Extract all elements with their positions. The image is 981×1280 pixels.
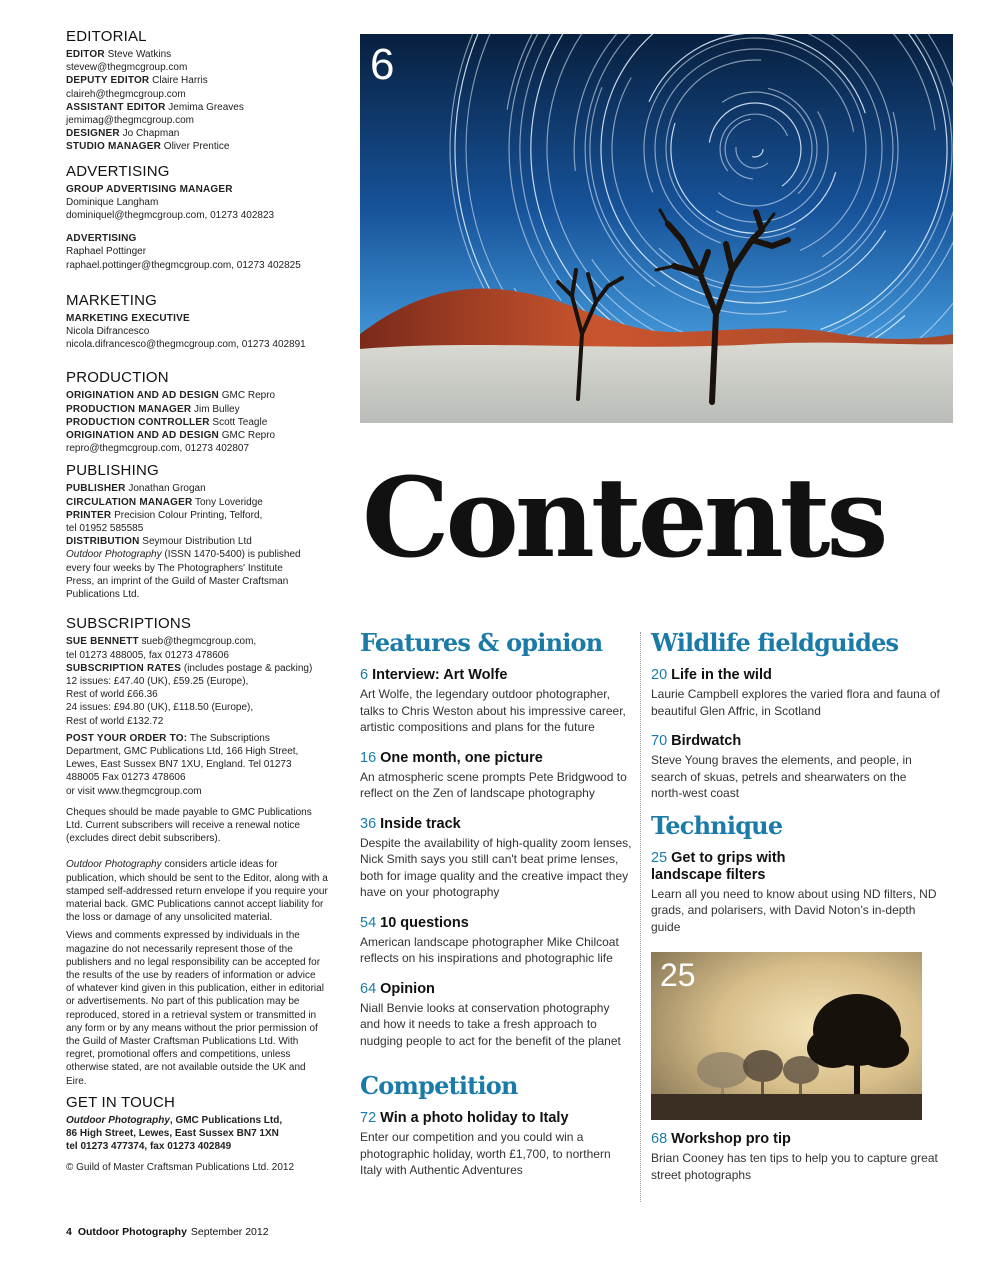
role-label: ORIGINATION AND AD DESIGN xyxy=(66,390,219,402)
workshop-entry[interactable] xyxy=(651,1131,941,1183)
marketing-section xyxy=(66,292,328,352)
copyright-text: © Guild of Master Craftsman Publications Ltd. 2012 xyxy=(66,1162,295,1174)
article-page-number: 25 xyxy=(651,849,668,866)
get-in-touch-section xyxy=(66,1094,328,1175)
article-description: Despite the availability of high-quality zoom lenses, Nick Smith says you still can't beat prime lenses, both for image quality and the creative impact they have on your photography xyxy=(360,835,632,899)
role-label: MARKETING EXECUTIVE xyxy=(66,312,190,324)
article-title: Life in the wild xyxy=(671,667,772,683)
footer-magazine-name: Outdoor Photography xyxy=(77,1226,187,1238)
star-trails-photo xyxy=(360,34,953,423)
subscriptions-section xyxy=(66,615,328,797)
rate-line: 24 issues: £94.80 (UK), £118.50 (Europe), xyxy=(66,702,254,714)
article-description: Art Wolfe, the legendary outdoor photographer, talks to Chris Weston about his impressive career, artistic compositions and plans for the future xyxy=(360,687,626,734)
magazine-name: Outdoor Photography xyxy=(66,549,162,561)
features-heading: Features & opinion xyxy=(360,628,603,657)
article-entry[interactable] xyxy=(360,1110,632,1179)
staff-name: Jim Bulley xyxy=(191,403,240,415)
article-title: Interview: Art Wolfe xyxy=(372,667,508,683)
competition-heading: Competition xyxy=(360,1071,518,1100)
technique-heading: Technique xyxy=(651,810,783,840)
publishing-info: (ISSN 1470-5400) is published every four weeks by The Photographers' Institute Press, an imprint of the Guild of Master Craftsman Publications Ltd. xyxy=(66,549,301,601)
marketing-heading: MARKETING xyxy=(66,291,157,309)
footer-issue-date: September 2012 xyxy=(190,1226,269,1238)
role-label: PUBLISHER xyxy=(66,483,126,495)
article-page-number: 64 xyxy=(360,980,377,997)
publishing-heading: PUBLISHING xyxy=(66,462,159,480)
page-footer xyxy=(66,1226,269,1239)
features-column xyxy=(360,628,632,1179)
rate-line: Rest of world £132.72 xyxy=(66,715,164,727)
staff-name: Jemima Greaves xyxy=(165,101,244,113)
article-description: Brian Cooney has ten tips to help you to capture great street photographs xyxy=(651,1151,938,1182)
staff-name: Tony Loveridge xyxy=(192,496,263,508)
rate-line: Rest of world £66.36 xyxy=(66,689,158,701)
misty-trees-photo xyxy=(651,952,922,1120)
role-label: EDITOR xyxy=(66,49,105,60)
role-label: POST YOUR ORDER TO: xyxy=(66,732,188,744)
get-in-touch-heading: GET IN TOUCH xyxy=(66,1093,176,1111)
article-entry[interactable] xyxy=(651,850,941,936)
production-section xyxy=(66,369,328,455)
staff-name: Jonathan Grogan xyxy=(125,483,206,495)
article-entry[interactable] xyxy=(360,816,632,901)
editorial-section xyxy=(66,28,328,154)
article-page-number: 20 xyxy=(651,667,668,683)
article-page-number: 6 xyxy=(360,667,369,683)
role-label: CIRCULATION MANAGER xyxy=(66,496,193,508)
magazine-name: Outdoor Photography xyxy=(66,859,162,871)
role-label: PRODUCTION CONTROLLER xyxy=(66,416,210,428)
staff-name: Dominique Langham xyxy=(66,196,159,208)
page-number-overlay: 25 xyxy=(660,957,696,993)
subscriptions-heading: SUBSCRIPTIONS xyxy=(66,615,192,633)
article-description: American landscape photographer Mike Chilcoat reflects on his inspirations and photographic life xyxy=(360,934,619,965)
article-title: Birdwatch xyxy=(671,733,742,749)
article-entry[interactable] xyxy=(360,750,632,802)
article-page-number: 70 xyxy=(651,733,668,749)
role-label: DEPUTY EDITOR xyxy=(66,75,150,87)
advertising-heading: ADVERTISING xyxy=(66,162,170,180)
role-label: ADVERTISING xyxy=(66,233,137,245)
article-page-number: 16 xyxy=(360,749,377,766)
printer-name: Precision Colour Printing, Telford, xyxy=(111,509,263,521)
article-title: Get to grips with xyxy=(671,849,786,866)
article-title: Workshop pro tip xyxy=(671,1131,791,1147)
page-number-overlay: 6 xyxy=(370,40,395,89)
email-text: sueb@thegmcgroup.com, xyxy=(138,636,257,648)
article-description: Steve Young braves the elements, and people, in search of skuas, petrels and shearwaters on the north-west coast xyxy=(651,753,912,800)
email-text: claireh@thegmcgroup.com xyxy=(66,88,186,100)
star-trails-illustration xyxy=(360,34,953,423)
role-label: SUBSCRIPTION RATES xyxy=(66,662,182,674)
staff-name: GMC Repro xyxy=(218,390,276,402)
address-line: , GMC Publications Ltd, xyxy=(169,1114,283,1126)
contact-text: tel 01273 488005, fax 01273 478606 xyxy=(66,649,229,661)
article-entry[interactable] xyxy=(651,733,941,802)
staff-name: Jo Chapman xyxy=(119,128,180,140)
contents-title: Contents xyxy=(362,453,885,582)
role-label: DISTRIBUTION xyxy=(66,536,140,548)
article-entry[interactable] xyxy=(360,915,632,967)
masthead-column xyxy=(66,28,328,1175)
column-divider xyxy=(640,632,641,1202)
article-title: Opinion xyxy=(380,980,435,997)
distributor-name: Seymour Distribution Ltd xyxy=(139,536,252,548)
article-page-number: 68 xyxy=(651,1131,668,1147)
address-line: 86 High Street, Lewes, East Sussex BN7 1XN xyxy=(66,1128,279,1139)
rate-line: 12 issues: £47.40 (UK), £59.25 (Europe), xyxy=(66,675,249,687)
publishing-section xyxy=(66,462,328,601)
wildlife-heading: Wildlife fieldguides xyxy=(651,628,899,657)
article-description: Enter our competition and you could win a photographic holiday, worth £1,700, to northern Italy with Authentic Adventures xyxy=(360,1130,611,1177)
staff-name: Claire Harris xyxy=(149,75,208,87)
role-label: ORIGINATION AND AD DESIGN xyxy=(66,430,219,442)
article-title: 10 questions xyxy=(380,914,469,931)
staff-name: Raphael Pottinger xyxy=(66,246,147,258)
staff-name: Steve Watkins xyxy=(104,49,172,60)
email-text: jemimag@thegmcgroup.com xyxy=(66,115,194,127)
article-title: One month, one picture xyxy=(380,749,543,766)
phone-line: tel 01273 477374, fax 01273 402849 xyxy=(66,1141,232,1153)
page-number: 4 xyxy=(66,1226,72,1238)
staff-name: Oliver Prentice xyxy=(161,141,230,153)
role-label: PRINTER xyxy=(66,509,112,521)
production-heading: PRODUCTION xyxy=(66,369,169,387)
disclaimer-note: Views and comments expressed by individuals in the magazine do not necessarily represent those of the publishers and no legal responsibility can be accepted for the results of the use by readers of information or advice of whatever kind given in this publication, either in editorial or advertisements. No part of this publication may be reproduced, stored in a retrieval system or transmitted in any form or by any means without the prior permission of the Guild of Master Craftsman Publications Ltd. With regret, promotional offers and competitions, unless otherwise stated, are not available outside the UK and Eire. xyxy=(66,930,324,1087)
article-title: Inside track xyxy=(380,815,461,832)
role-label: PRODUCTION MANAGER xyxy=(66,403,192,415)
role-label: GROUP ADVERTISING MANAGER xyxy=(66,183,233,195)
article-title: Win a photo holiday to Italy xyxy=(380,1110,569,1126)
cheques-note: Cheques should be made payable to GMC Publications Ltd. Current subscribers will receive a renewal notice (excludes direct debit subscribers). xyxy=(66,806,312,845)
editorial-heading: EDITORIAL xyxy=(66,28,147,45)
advertising-section xyxy=(66,163,328,272)
ideas-note: considers article ideas for publication, which should be sent to the Editor, along with a stamped self-addressed return envelope if you require your material back. GMC Publications cannot accept liability for the loss or damage of any unsolicited material. xyxy=(66,859,328,924)
staff-name: Nicola Difrancesco xyxy=(66,326,150,338)
rates-note: (includes postage & packing) xyxy=(181,662,313,674)
role-label: ASSISTANT EDITOR xyxy=(66,101,166,113)
magazine-name: Outdoor Photography xyxy=(66,1114,170,1126)
wildlife-technique-column xyxy=(651,628,941,935)
article-description: Laurie Campbell explores the varied flora and fauna of beautiful Glen Affric, in Scotland xyxy=(651,687,940,718)
contact-text: nicola.difrancesco@thegmcgroup.com, 01273 402891 xyxy=(66,339,306,351)
role-label: STUDIO MANAGER xyxy=(66,141,162,153)
staff-name: GMC Repro xyxy=(218,430,276,442)
contact-text: raphael.pottinger@thegmcgroup.com, 01273 402825 xyxy=(66,259,301,271)
article-description: Niall Benvie looks at conservation photography and how it needs to take a fresh approach to nudging people to act for the benefit of the planet xyxy=(360,1000,621,1048)
role-label: SUE BENNETT xyxy=(66,636,139,648)
article-page-number: 36 xyxy=(360,815,377,832)
article-description: Learn all you need to know about using ND filters, ND grads, and polarisers, with David Noton's in-depth guide xyxy=(651,886,937,934)
order-address: The Subscriptions Department, GMC Publications Ltd, 166 High Street, Lewes, East Sussex BN7 1XU, England. Tel 01273 488005 Fax 01273 478606 xyxy=(66,732,299,784)
article-page-number: 54 xyxy=(360,914,377,931)
article-description: An atmospheric scene prompts Pete Bridgwood to reflect on the Zen of landscape photography xyxy=(360,769,627,800)
printer-tel: tel 01952 585585 xyxy=(66,523,144,535)
article-page-number: 72 xyxy=(360,1110,377,1126)
website-text: or visit www.thegmcgroup.com xyxy=(66,785,202,797)
article-entry[interactable] xyxy=(651,667,941,719)
role-label: DESIGNER xyxy=(66,128,120,140)
email-text: stevew@thegmcgroup.com xyxy=(66,62,188,74)
staff-name: Scott Teagle xyxy=(209,416,268,428)
contact-text: dominiquel@thegmcgroup.com, 01273 402823 xyxy=(66,210,275,222)
article-entry[interactable] xyxy=(360,981,632,1050)
contact-text: repro@thegmcgroup.com, 01273 402807 xyxy=(66,443,250,455)
article-title: landscape filters xyxy=(651,866,766,883)
article-entry[interactable] xyxy=(360,667,632,736)
